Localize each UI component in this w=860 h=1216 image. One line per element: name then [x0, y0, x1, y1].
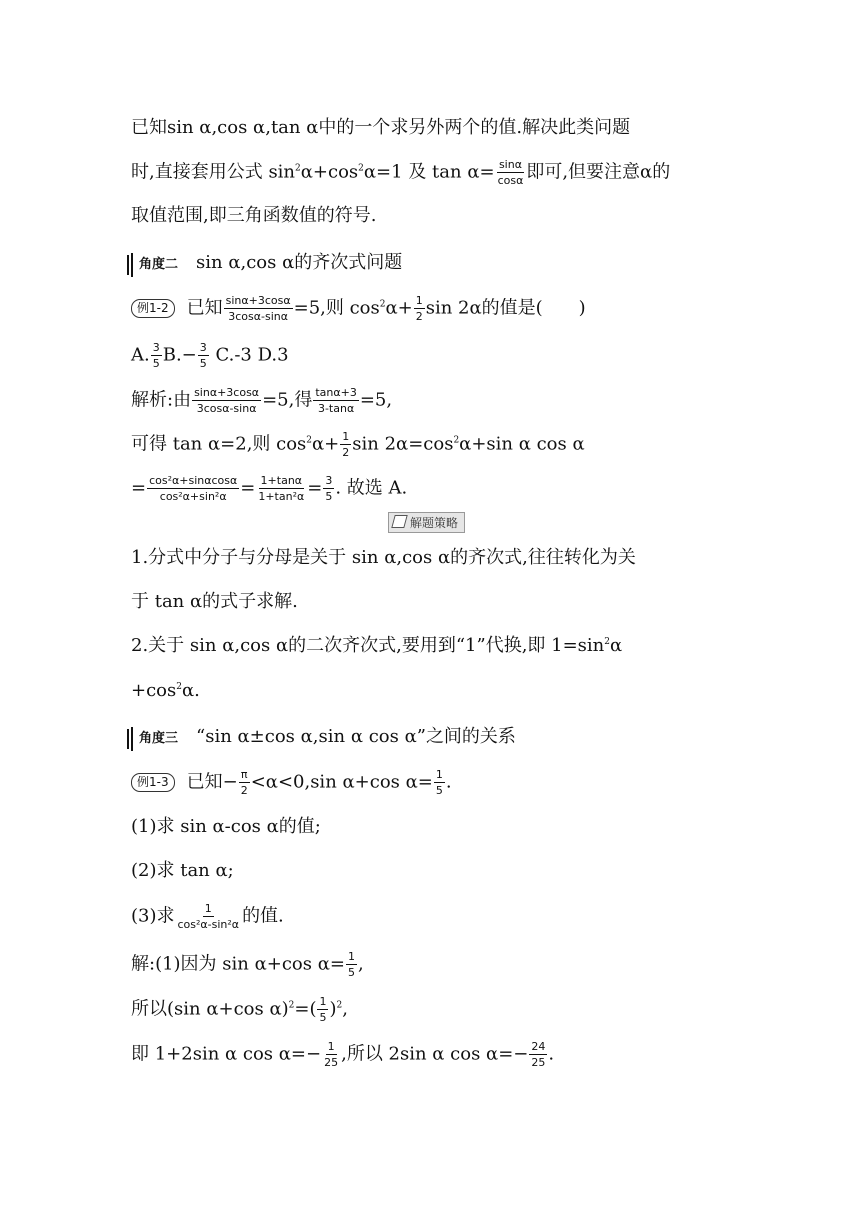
fraction: [176, 902, 242, 931]
fraction: [256, 474, 306, 503]
text: (2)求 tan α;: [131, 860, 234, 881]
fraction-half: [340, 430, 351, 459]
numerator: sinα+3cosα: [194, 386, 260, 399]
denominator: 5: [319, 1011, 327, 1024]
numerator: 3: [325, 474, 333, 487]
solution-1-2-line-2: [131, 430, 585, 459]
strategy-2-line-2: [131, 679, 200, 703]
numerator: 24: [531, 1040, 546, 1053]
fraction: [224, 294, 293, 323]
fraction: [151, 341, 162, 370]
banner-text: 解题策略: [410, 516, 459, 530]
text: sin 2α=cos: [352, 433, 454, 455]
text: 解析:由: [131, 389, 192, 411]
text: (1)求 sin α-cos α的值;: [131, 816, 321, 837]
option-a-label: A.: [131, 344, 150, 366]
denominator: 25: [531, 1056, 546, 1069]
options-c-d: C.-3 D.3: [209, 344, 289, 366]
example-badge: 例1-3: [131, 773, 175, 792]
text: α+: [385, 297, 413, 319]
text: =(: [294, 998, 317, 1020]
denominator: 5: [347, 966, 355, 979]
text: . 故选 A.: [335, 477, 408, 499]
text: 的值.: [242, 905, 284, 927]
text: =5,得: [262, 389, 313, 411]
question-1: [131, 815, 321, 839]
text: 时,直接套用公式 sin: [131, 161, 296, 183]
superscript: 2: [336, 1000, 343, 1011]
pencil-icon: [391, 515, 407, 528]
numerator: 3: [152, 341, 160, 354]
fraction: [346, 950, 357, 979]
angle-tag: 角度三: [131, 727, 178, 751]
fraction: [529, 1040, 547, 1069]
angle-two-heading: [131, 251, 402, 277]
superscript: 2: [453, 435, 460, 446]
text: ): [329, 998, 337, 1020]
denominator: 1+tan²α: [258, 490, 305, 503]
fraction: [313, 386, 359, 415]
text: ,所以 2sin α cos α=−: [341, 1043, 529, 1065]
denominator: 3cosα-sinα: [228, 310, 288, 323]
numerator: 1: [327, 1040, 335, 1053]
fraction-pi-over-2: [239, 768, 250, 797]
superscript: 2: [604, 637, 610, 647]
denominator: cos²α+sin²α: [159, 490, 227, 503]
text: α=1 及 tan α=: [363, 161, 495, 183]
numerator: sinα: [498, 158, 522, 171]
text: 即 1+2sin α cos α=−: [131, 1043, 322, 1065]
text: <α<0,sin α+cos α=: [250, 771, 433, 793]
solution-1-3-line-1: [131, 950, 364, 979]
superscript: 2: [288, 1000, 295, 1011]
numerator: sinα+3cosα: [225, 294, 291, 307]
text: 1.分式中分子与分母是关于 sin α,cos α的齐次式,往往转化为关: [131, 547, 636, 568]
denominator: cosα: [497, 174, 524, 187]
intro-line-2: [131, 158, 670, 187]
denominator: 2: [342, 446, 350, 459]
solution-1-2-line-3: = $\frac{\text{cos²α+sinαcosα}}{\text{cos²α+sin²α}}$ = $\frac{1+\tan\alpha}{\text{1+tan²α}}$ = $\frac{3}{5}$ . 故选 A.: [131, 474, 408, 503]
fraction-sin-over-cos: [496, 158, 526, 187]
denominator: 5: [435, 784, 443, 797]
text: 解:(1)因为 sin α+cos α=: [131, 953, 345, 975]
denominator: 5: [152, 357, 160, 370]
angle-three-heading: [131, 725, 516, 751]
fraction: [198, 341, 209, 370]
strategy-2-line-1: [131, 634, 622, 658]
intro-text-1: 已知sin α,cos α,tan α中的一个求另外两个的值.解决此类问题: [131, 117, 631, 138]
superscript: 2: [295, 163, 301, 174]
text: α+sin α cos α: [459, 433, 585, 455]
example-1-2-options: [131, 341, 289, 370]
denominator: 3-tanα: [317, 402, 355, 415]
superscript: 2: [306, 435, 313, 446]
text: 已知: [186, 297, 223, 319]
numerator: 3: [199, 341, 207, 354]
text: .: [548, 1043, 555, 1065]
question-2: [131, 859, 234, 883]
text: ,: [342, 998, 348, 1020]
fraction: [147, 474, 239, 503]
fraction-half: [414, 294, 425, 323]
text: 即可,但要注意α的: [526, 161, 671, 183]
strategy-1-line-1: [131, 546, 636, 570]
numerator: π: [240, 768, 248, 781]
intro-text-3: 取值范围,即三角函数值的符号.: [131, 205, 377, 226]
text: (3)求: [131, 905, 175, 927]
text: 所以(sin α+cos α): [131, 998, 289, 1020]
superscript: 2: [176, 682, 182, 692]
numerator: 1: [342, 430, 350, 443]
text: .: [445, 771, 452, 793]
solution-1-3-line-2: [131, 995, 348, 1024]
denominator: 3cosα-sinα: [196, 402, 257, 415]
question-3: [131, 902, 284, 931]
fraction: [323, 474, 334, 503]
numerator: 1: [415, 294, 423, 307]
numerator: 1: [319, 995, 327, 1008]
example-1-3: [131, 768, 452, 797]
text: α+: [312, 433, 340, 455]
fraction: [317, 995, 328, 1024]
numerator: 1: [204, 902, 212, 915]
angle-title: sin α,cos α的齐次式问题: [196, 252, 403, 273]
fraction: [322, 1040, 340, 1069]
text: +cos: [131, 680, 177, 701]
numerator: 1+tanα: [260, 474, 303, 487]
denominator: 2: [240, 784, 248, 797]
text: 可得 tan α=2,则 cos: [131, 433, 307, 455]
example-badge: 例1-2: [131, 299, 175, 318]
option-b-label: B.−: [162, 344, 197, 366]
text: =5,则 cos: [293, 297, 380, 319]
denominator: 2: [415, 310, 423, 323]
intro-line-3: [131, 204, 376, 228]
superscript: 2: [379, 299, 386, 310]
superscript: 2: [358, 163, 364, 174]
solution-1-3-line-3: [131, 1040, 554, 1069]
text: 2.关于 sin α,cos α的二次齐次式,要用到“1”代换,即 1=sin: [131, 635, 605, 656]
numerator: 1: [347, 950, 355, 963]
text: α: [610, 635, 623, 656]
text: 已知−: [186, 771, 238, 793]
angle-title: “sin α±cos α,sin α cos α”之间的关系: [196, 726, 516, 747]
denominator: cos²α-sin²α: [177, 918, 240, 931]
text: sin 2α的值是( ): [425, 297, 586, 319]
angle-tag: 角度二: [131, 253, 178, 277]
numerator: tanα+3: [315, 386, 357, 399]
fraction: [192, 386, 261, 415]
text: α+cos: [300, 161, 359, 183]
text: 于 tan α的式子求解.: [131, 591, 298, 612]
example-1-2: [131, 294, 586, 323]
numerator: 1: [435, 768, 443, 781]
strategy-1-line-2: [131, 590, 298, 614]
strategy-banner: [388, 512, 465, 533]
text: α.: [181, 680, 200, 701]
denominator: 5: [199, 357, 207, 370]
denominator: 5: [325, 490, 333, 503]
numerator: cos²α+sinαcosα: [149, 474, 238, 487]
fraction: [434, 768, 445, 797]
solution-1-2-line-1: [131, 386, 392, 415]
text: ,: [357, 953, 364, 975]
denominator: 25: [324, 1056, 339, 1069]
intro-line-1: [131, 116, 630, 140]
text: =5,: [359, 389, 393, 411]
